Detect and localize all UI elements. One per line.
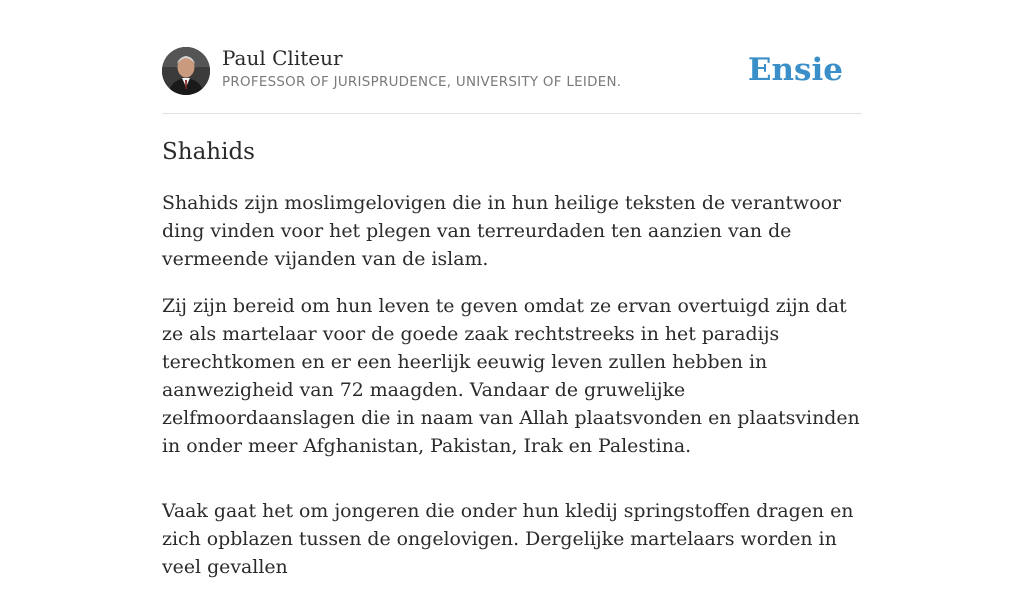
author-title: PROFESSOR OF JURISPRUDENCE, UNIVERSITY OF LEIDEN.	[222, 75, 622, 90]
author-portrait-icon	[162, 47, 210, 95]
author-avatar[interactable]	[162, 47, 210, 95]
entry-paragraph: Shahids zijn moslimgelovigen die in hun heilige teksten de verantwoor ding vinden voor het plegen van terreurdaden ten aanzien van de vermeende vijanden van de islam.	[162, 192, 841, 270]
entry-header	[162, 0, 862, 114]
entry-title: Shahids	[162, 139, 255, 165]
entry-paragraph: Zij zijn bereid om hun leven te geven omdat ze ervan overtuigd zijn dat ze als martelaar voor de goede zaak rechtstreeks in het paradijs terechtkomen en er een heerlijk eeuwig leven zullen hebben in aanwezigheid van 72 maagden. Vandaar de gruwelijke zelfmoordaanslagen die in naam van Allah plaatsvonden en plaatsvinden in onder meer Afghanistan, Pakistan, Irak en Palestina.	[162, 295, 860, 457]
page-container	[162, 0, 862, 578]
ensie-logo[interactable]: Ensie	[747, 52, 843, 88]
entry-paragraph: Vaak gaat het om jongeren die onder hun kledij springstoffen dragen en zich opblazen tussen de ongelovigen. Dergelijke martelaars worden in veel gevallen	[162, 500, 854, 578]
entry-body	[162, 189, 867, 600]
author-name[interactable]: Paul Cliteur	[222, 46, 343, 70]
